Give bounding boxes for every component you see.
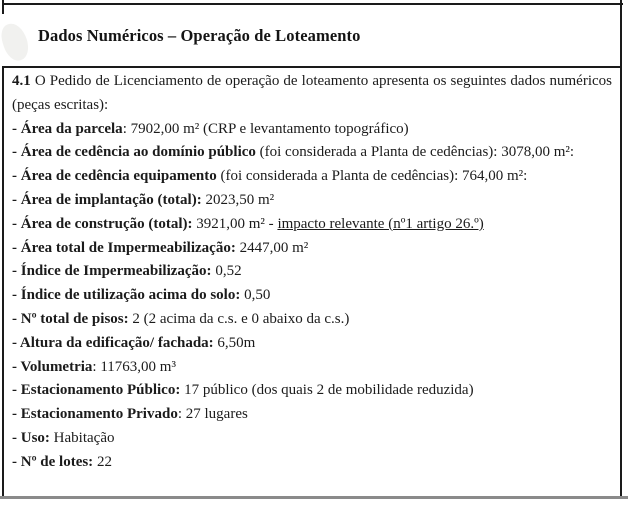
list-item-area-construcao: - Área de construção (total): 3921,00 m² - impacto relevante (nº1 artigo 26.º) [12,215,484,232]
list-item-volumetria: - Volumetria: 11763,00 m³ [12,358,176,375]
intro-paragraph [12,70,612,118]
page-title: Dados Numéricos – Operação de Loteamento [38,26,361,45]
list-item-cedencia-dominio-publico: - Área de cedência ao domínio público (foi considerada a Planta de cedências): 3078,00 m²: [12,144,575,161]
list-item-num-lotes: - Nº de lotes: 22 [12,453,112,470]
scan-smudge-artifact [0,20,32,64]
list-item-area-parcela: - Área da parcela: 7902,00 m² (CRP e levantamento topográfico) [12,120,409,137]
intro-text: O Pedido de Licenciamento de operação de loteamento apresenta os seguintes dados numéricos (peças escritas): [12,73,612,113]
page-bottom-rule [0,496,628,499]
page-top-rule [2,3,623,5]
list-item-area-impermeabilizacao: - Área total de Impermeabilização: 2447,00 m² [12,239,309,256]
list-item-indice-utilizacao: - Índice de utilização acima do solo: 0,50 [12,287,271,304]
numeric-data-box [2,66,622,496]
list-item-indice-impermeabilizacao: - Índice de Impermeabilização: 0,52 [12,263,242,280]
section-number: 4.1 [12,73,31,89]
list-item-num-pisos: - Nº total de pisos: 2 (2 acima da c.s. e 0 abaixo da c.s.) [12,310,350,327]
list-item-area-implantacao: - Área de implantação (total): 2023,50 m² [12,191,275,208]
list-item-cedencia-equipamento: - Área de cedência equipamento (foi considerada a Planta de cedências): 764,00 m²: [12,168,528,185]
page-left-rule-stub [2,0,4,14]
list-item-uso: - Uso: Habitação [12,429,115,446]
list-item-estacionamento-privado: - Estacionamento Privado: 27 lugares [12,406,248,423]
list-item-estacionamento-publico: - Estacionamento Público: 17 público (dos quais 2 de mobilidade reduzida) [12,382,474,399]
list-item-altura-edificacao: - Altura da edificação/ fachada: 6,50m [12,334,256,351]
underlined-note: impacto relevante (nº1 artigo 26.º) [277,215,484,232]
